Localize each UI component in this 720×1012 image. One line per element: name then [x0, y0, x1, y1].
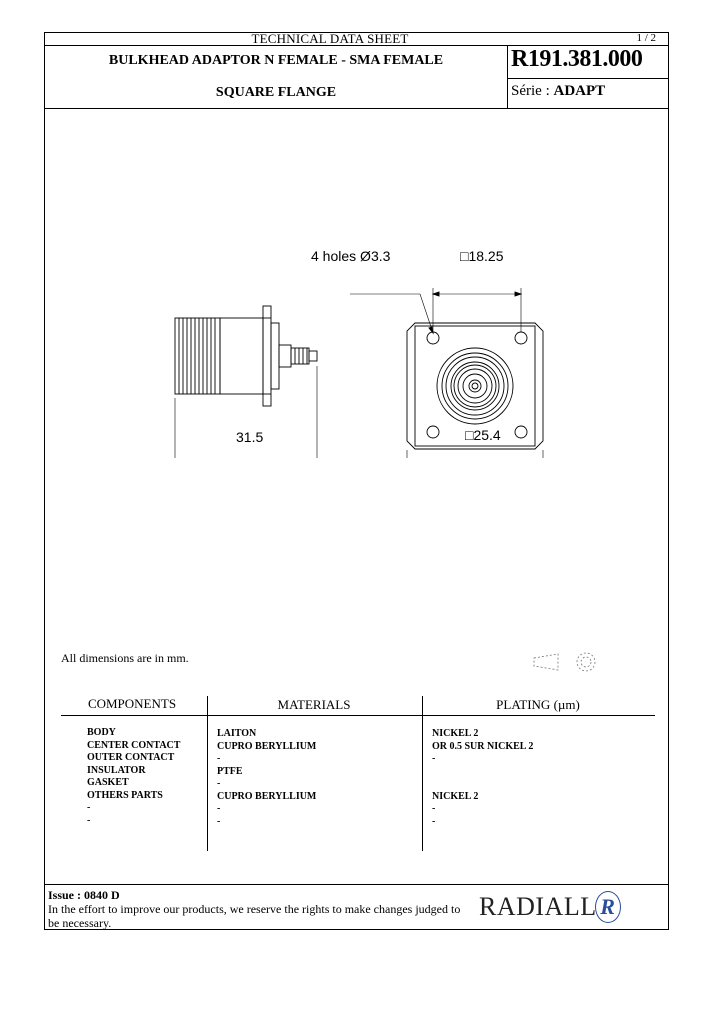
- table-cell: [432, 778, 533, 791]
- pitch-label: [460, 248, 504, 264]
- ref-divider: [507, 78, 668, 79]
- title-line-1: BULKHEAD ADAPTOR N FEMALE - SMA FEMALE: [108, 53, 444, 68]
- flange-label: [465, 427, 501, 443]
- table-cell: BODY: [87, 727, 116, 738]
- pitch-value: 18.25: [468, 248, 504, 264]
- disclaimer: [48, 902, 478, 930]
- table-cell: LAITON: [217, 728, 257, 739]
- table-cell: OUTER CONTACT: [87, 752, 175, 763]
- technical-drawing: [145, 238, 565, 458]
- table-header-rule: [61, 715, 655, 716]
- table-cell: CENTER CONTACT: [87, 739, 181, 751]
- dimensions-note: All dimensions are in mm.: [61, 651, 189, 665]
- side-view-connector: [175, 306, 317, 406]
- page-number: 1 / 2: [636, 32, 656, 44]
- square-icon-2: □: [465, 427, 474, 443]
- col-header-materials: MATERIALS: [277, 697, 351, 712]
- header-vdivider: [507, 45, 508, 108]
- reference-number: R191.381.000: [511, 46, 643, 72]
- holes-label: [311, 248, 390, 264]
- header-bottom-rule: [45, 108, 668, 109]
- serie: [511, 83, 605, 100]
- length-label: 31.5: [236, 429, 264, 445]
- serie-label: Série :: [511, 83, 550, 99]
- issue: Issue : 0840 D: [48, 888, 120, 902]
- table-cell: -: [432, 815, 436, 827]
- table-cell: -: [217, 778, 221, 789]
- table-cell: -: [217, 753, 221, 764]
- radiall-logo: [479, 891, 621, 923]
- holes-diameter: 3.3: [370, 248, 391, 264]
- table-col-divider-2: [422, 696, 423, 851]
- footer-rule: [45, 884, 668, 885]
- flange-value: 25.4: [473, 427, 501, 443]
- table-col-divider-1: [207, 696, 208, 851]
- table-cell: OTHERS PARTS: [87, 789, 163, 801]
- col-header-components: COMPONENTS: [87, 696, 177, 711]
- table-cell: -: [432, 753, 436, 764]
- projection-symbol-icon: [530, 648, 600, 678]
- table-cell: NICKEL 2: [432, 790, 479, 802]
- table-cell: INSULATOR: [87, 764, 146, 776]
- table-cell: OR 0.5 SUR NICKEL 2: [432, 740, 534, 752]
- table-cell: CUPRO BERYLLIUM: [217, 790, 317, 802]
- table-cell: CUPRO BERYLLIUM: [217, 740, 317, 752]
- table-cell: PTFE: [217, 765, 243, 777]
- table-cell: -: [217, 815, 221, 827]
- title-line-2: SQUARE FLANGE: [215, 85, 337, 100]
- table-cell: -: [87, 814, 91, 826]
- diameter-icon: Ø: [360, 248, 371, 264]
- plating-column: [432, 728, 533, 828]
- materials-column: [217, 728, 316, 828]
- table-cell: -: [432, 803, 436, 814]
- table-cell: -: [217, 803, 221, 814]
- table-cell: NICKEL 2: [432, 728, 479, 739]
- doc-type: TECHNICAL DATA SHEET: [251, 31, 409, 46]
- table-cell: -: [87, 802, 91, 813]
- table-cell: [432, 766, 533, 779]
- components-column: [87, 727, 180, 827]
- serie-value: ADAPT: [553, 83, 606, 99]
- table-cell: GASKET: [87, 777, 129, 788]
- col-header-plating: PLATING (µm): [496, 697, 580, 712]
- square-icon: □: [460, 248, 469, 264]
- disclaimer-line-1: In the effort to improve our products, we reserve the rights to make changes judged to: [48, 902, 461, 916]
- logo-mark-icon: R: [595, 891, 621, 923]
- logo-text: RADIALL: [479, 892, 597, 921]
- data-sheet-frame: [44, 32, 669, 930]
- disclaimer-line-2: be necessary.: [48, 916, 112, 930]
- holes-text: 4 holes: [311, 248, 357, 264]
